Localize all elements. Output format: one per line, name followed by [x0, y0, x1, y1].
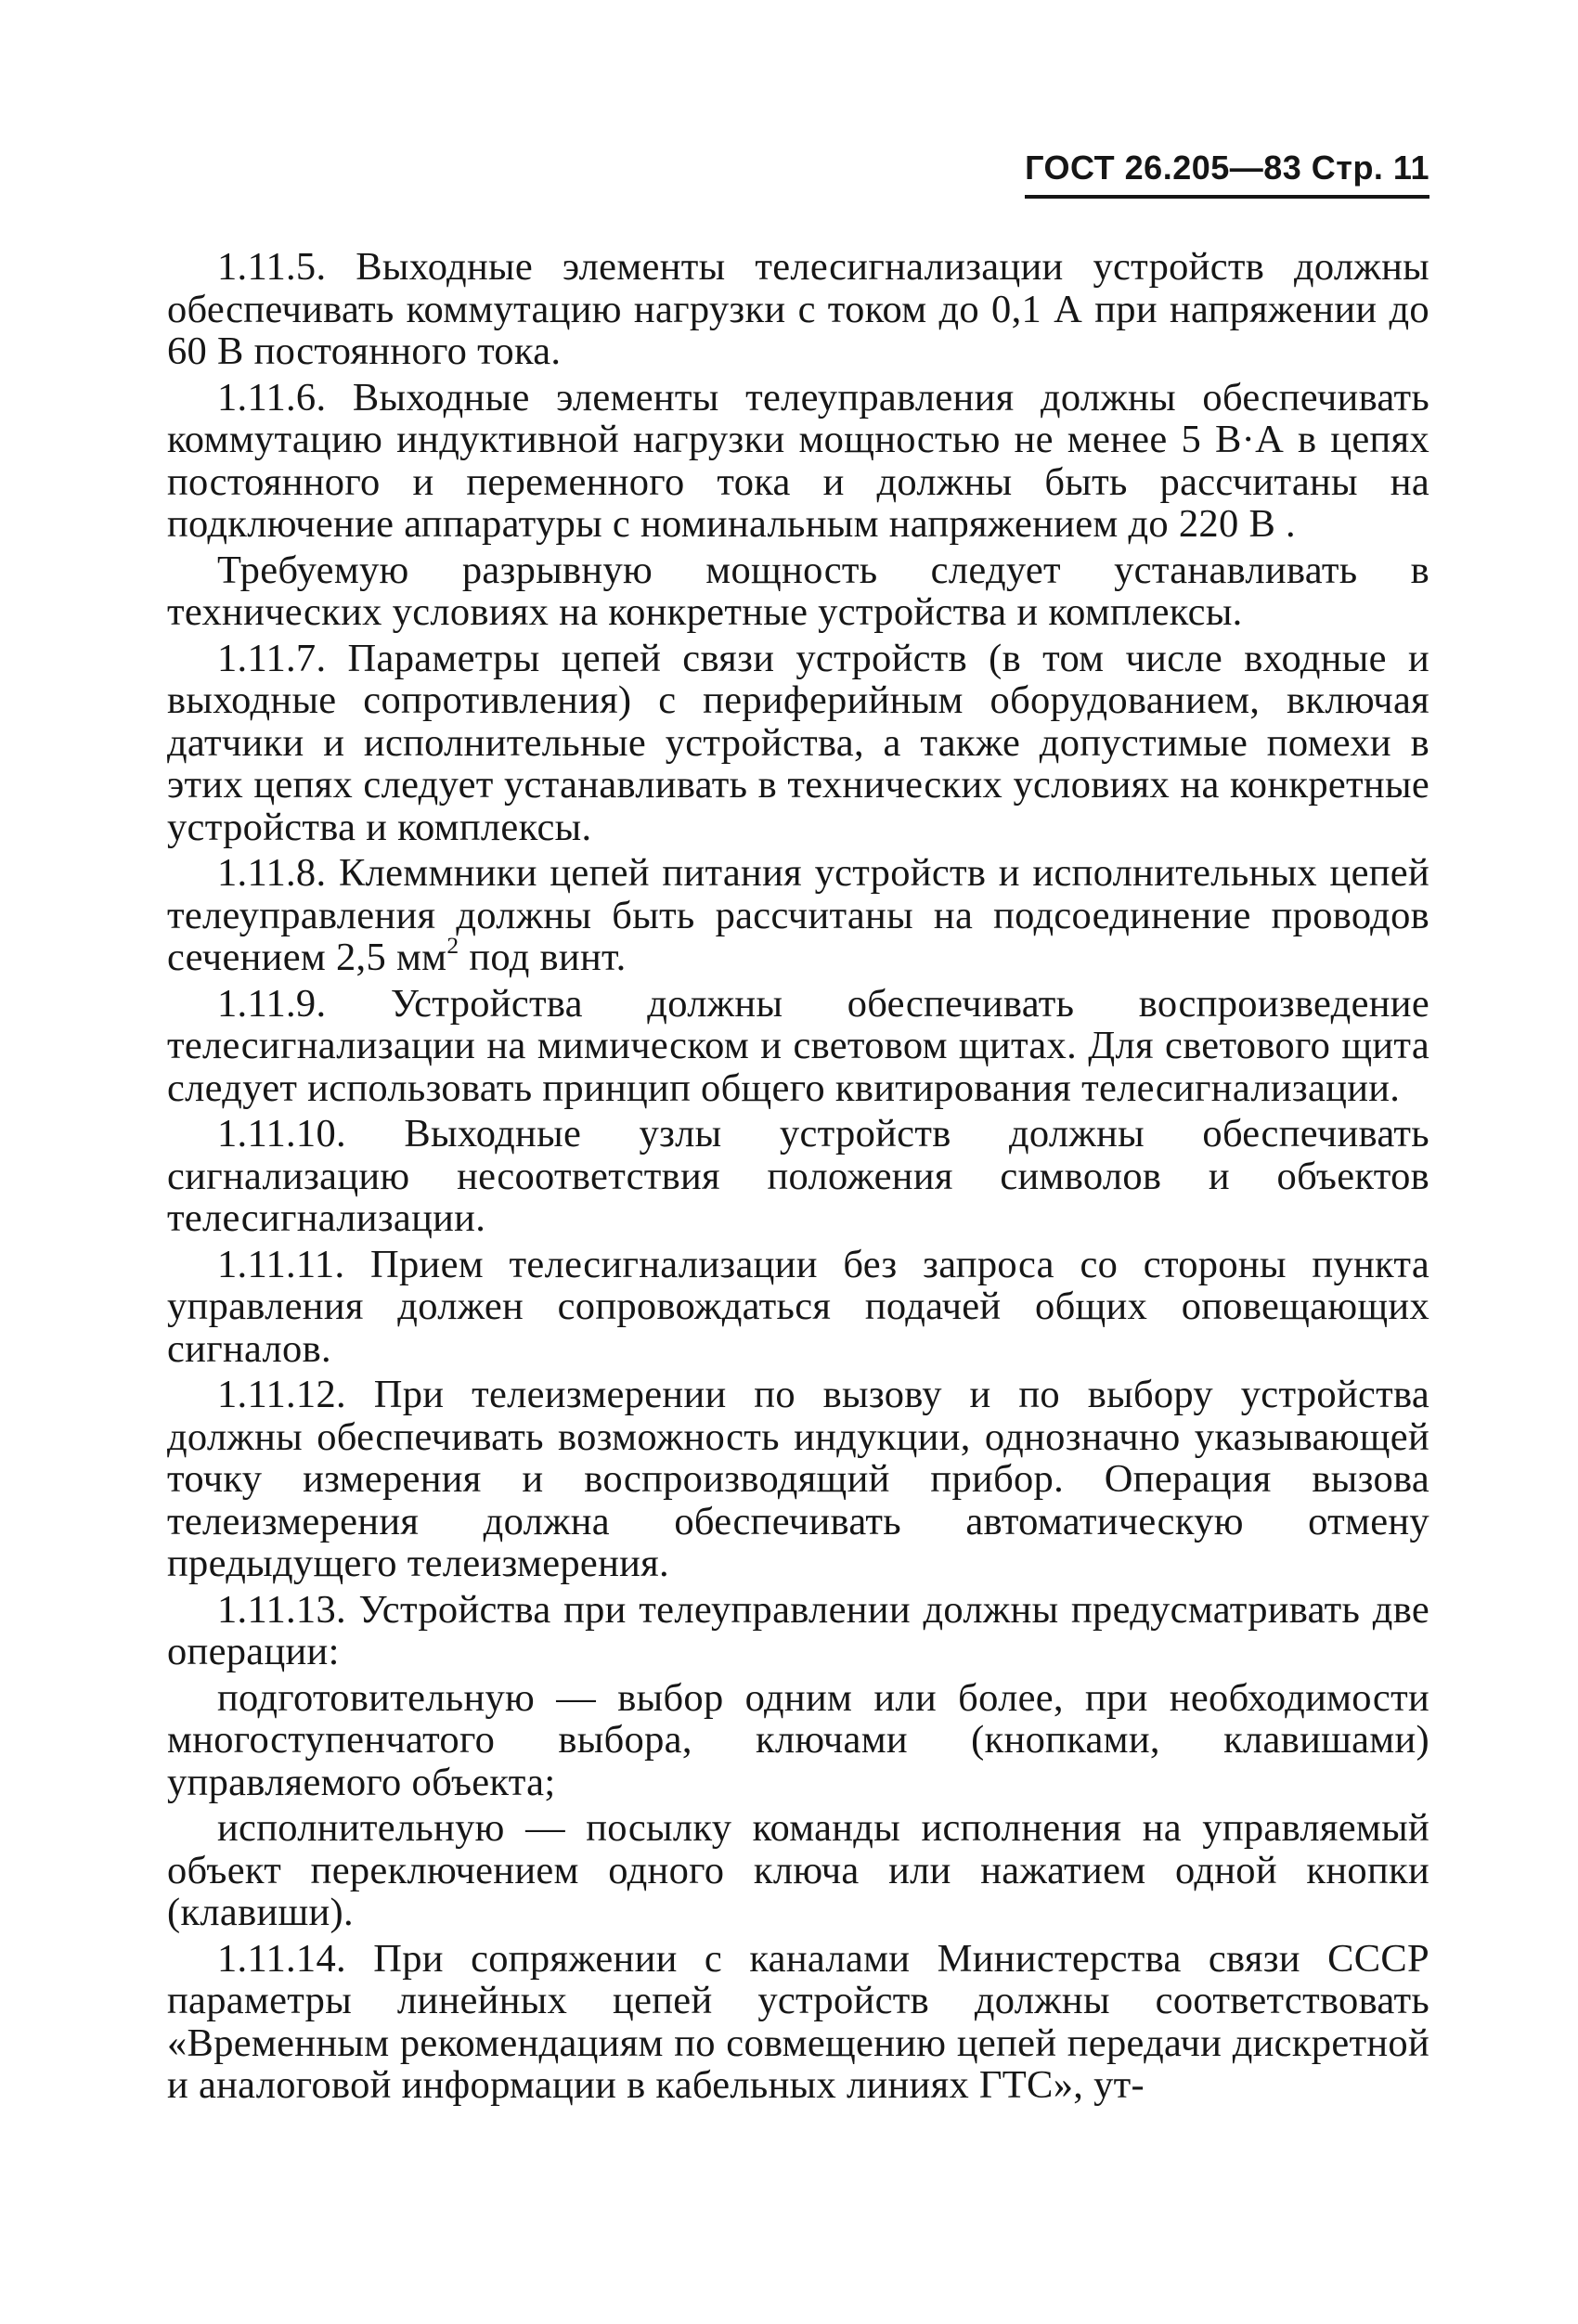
- paragraph-1-11-7: 1.11.7. Параметры цепей связи устройств (в том числе входные и выходные сопротивления) с периферийным оборудованием, включая датчики и исполнительные устройства, а также допустимые помехи в этих цепях следует устанавливать в технических условиях на конкретные устройства и комплексы.: [167, 636, 1429, 849]
- superscript-squared: 2: [446, 932, 459, 960]
- paragraph-1-11-10: 1.11.10. Выходные узлы устройств должны обеспечивать сигнализацию несоответствия положения символов и объектов телесигнализации.: [167, 1112, 1429, 1240]
- paragraph-1-11-8-tail: под винт.: [459, 936, 627, 979]
- paragraph-preparatory-operation: подготовительную — выбор одним или более, при необходимости многоступенчатого выбора, ключами (кнопками, клавишами) управляемого объекта;: [167, 1675, 1429, 1804]
- document-body: [167, 246, 1429, 2111]
- paragraph-1-11-12: 1.11.12. При телеизмерении по вызову и по выбору устройства должны обеспечивать возможность индукции, однозначно указывающей точку измерения и воспроизводящий прибор. Операция вызова телеизмерения должна обеспечивать автоматическую отмену предыдущего телеизмерения.: [167, 1373, 1429, 1585]
- paragraph-1-11-8-text: 1.11.8. Клеммники цепей питания устройств и исполнительных цепей телеуправления должны быть рассчитаны на подсоединение проводов сечением 2,5 мм: [167, 851, 1429, 979]
- paragraph-1-11-14: 1.11.14. При сопряжении с каналами Министерства связи СССР параметры линейных цепей устройств должны соответствовать «Временным рекомендациям по совмещению цепей передачи дискретной и аналоговой информации в кабельных линиях ГТС», ут-: [167, 1936, 1429, 2107]
- paragraph-executive-operation: исполнительную — посылку команды исполнения на управляемый объект переключением одного ключа или нажатием одной кнопки (клавиши).: [167, 1806, 1429, 1934]
- paragraph-1-11-13: 1.11.13. Устройства при телеуправлении должны предусматривать две операции:: [167, 1587, 1429, 1673]
- paragraph-1-11-9: 1.11.9. Устройства должны обеспечивать воспроизведение телесигнализации на мимическом и световом щитах. Для светового щита следует использовать принцип общего квитирования телесигнализации.: [167, 981, 1429, 1110]
- paragraph-1-11-6: 1.11.6. Выходные элементы телеуправления должны обеспечивать коммутацию индуктивной нагрузки мощностью не менее 5 В·А в цепях постоянного и переменного тока и должны быть рассчитаны на подключение аппаратуры с номинальным напряжением до 220 В .: [167, 375, 1429, 546]
- paragraph-1-11-8: [167, 852, 1429, 979]
- page-header: ГОСТ 26.205—83 Стр. 11: [1025, 148, 1429, 199]
- paragraph-1-11-5: 1.11.5. Выходные элементы телесигнализации устройств должны обеспечивать коммутацию нагрузки с током до 0,1 А при напряжении до 60 В постоянного тока.: [167, 245, 1429, 373]
- paragraph-breaking-power: Требуемую разрывную мощность следует устанавливать в технических условиях на конкретные устройства и комплексы.: [167, 548, 1429, 634]
- paragraph-1-11-11: 1.11.11. Прием телесигнализации без запроса со стороны пункта управления должен сопровождаться подачей общих оповещающих сигналов.: [167, 1242, 1429, 1371]
